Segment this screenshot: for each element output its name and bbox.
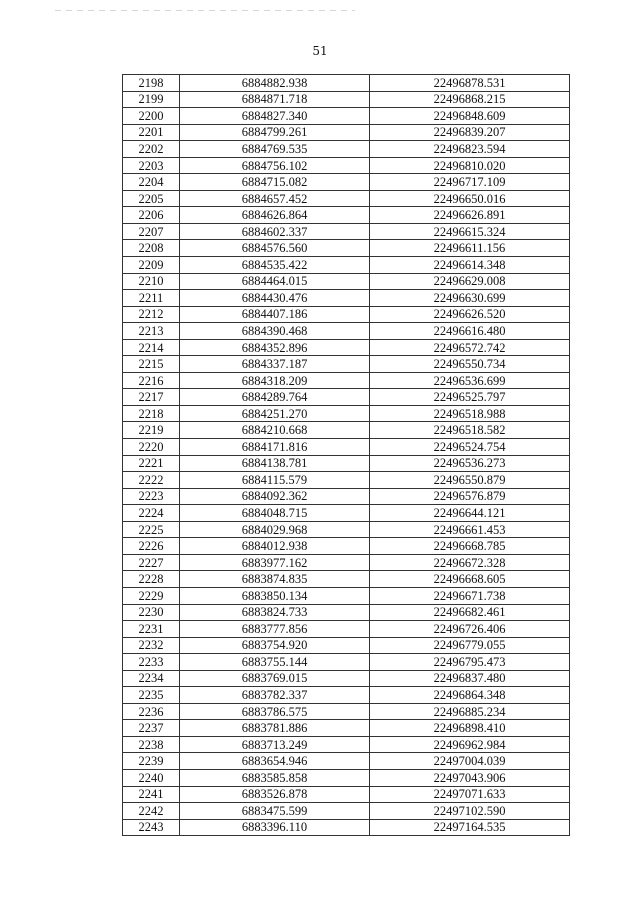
point-number-cell: 2209 (123, 257, 180, 274)
table-row (123, 124, 570, 141)
point-number-cell: 2220 (123, 439, 180, 456)
table-row (123, 587, 570, 604)
x-coordinate-cell: 6884251.270 (180, 405, 370, 422)
y-coordinate-cell: 22496614.348 (370, 257, 570, 274)
y-coordinate-cell: 22496616.480 (370, 323, 570, 340)
table-row (123, 257, 570, 274)
y-coordinate-cell: 22496726.406 (370, 621, 570, 638)
y-coordinate-cell: 22496898.410 (370, 720, 570, 737)
point-number-cell: 2233 (123, 654, 180, 671)
x-coordinate-cell: 6884657.452 (180, 190, 370, 207)
x-coordinate-cell: 6884352.896 (180, 339, 370, 356)
point-number-cell: 2229 (123, 587, 180, 604)
y-coordinate-cell: 22496668.785 (370, 538, 570, 555)
table-row (123, 207, 570, 224)
x-coordinate-cell: 6884799.261 (180, 124, 370, 141)
point-number-cell: 2202 (123, 141, 180, 158)
point-number-cell: 2200 (123, 108, 180, 125)
table-row (123, 91, 570, 108)
x-coordinate-cell: 6884715.082 (180, 174, 370, 191)
point-number-cell: 2203 (123, 157, 180, 174)
point-number-cell: 2208 (123, 240, 180, 257)
table-row (123, 223, 570, 240)
table-row (123, 356, 570, 373)
point-number-cell: 2214 (123, 339, 180, 356)
point-number-cell: 2228 (123, 571, 180, 588)
point-number-cell: 2235 (123, 687, 180, 704)
point-number-cell: 2232 (123, 637, 180, 654)
table-row (123, 108, 570, 125)
x-coordinate-cell: 6883781.886 (180, 720, 370, 737)
point-number-cell: 2227 (123, 554, 180, 571)
y-coordinate-cell: 22496550.734 (370, 356, 570, 373)
point-number-cell: 2226 (123, 538, 180, 555)
x-coordinate-cell: 6883977.162 (180, 554, 370, 571)
coordinates-table (122, 74, 570, 836)
point-number-cell: 2241 (123, 786, 180, 803)
x-coordinate-cell: 6883754.920 (180, 637, 370, 654)
x-coordinate-cell: 6884430.476 (180, 290, 370, 307)
point-number-cell: 2224 (123, 505, 180, 522)
x-coordinate-cell: 6884464.015 (180, 273, 370, 290)
y-coordinate-cell: 22496823.594 (370, 141, 570, 158)
y-coordinate-cell: 22496525.797 (370, 389, 570, 406)
point-number-cell: 2223 (123, 488, 180, 505)
table-row (123, 455, 570, 472)
table-row (123, 306, 570, 323)
scan-artifact-line (55, 10, 355, 11)
table-row (123, 439, 570, 456)
y-coordinate-cell: 22496650.016 (370, 190, 570, 207)
y-coordinate-cell: 22496672.328 (370, 554, 570, 571)
table-row (123, 571, 570, 588)
table-row (123, 372, 570, 389)
point-number-cell: 2199 (123, 91, 180, 108)
x-coordinate-cell: 6884756.102 (180, 157, 370, 174)
x-coordinate-cell: 6884012.938 (180, 538, 370, 555)
y-coordinate-cell: 22496810.020 (370, 157, 570, 174)
table-row (123, 769, 570, 786)
y-coordinate-cell: 22496671.738 (370, 587, 570, 604)
x-coordinate-cell: 6884602.337 (180, 223, 370, 240)
point-number-cell: 2243 (123, 819, 180, 836)
point-number-cell: 2234 (123, 670, 180, 687)
table-row (123, 604, 570, 621)
x-coordinate-cell: 6883713.249 (180, 736, 370, 753)
table-row (123, 786, 570, 803)
table-row (123, 720, 570, 737)
y-coordinate-cell: 22496868.215 (370, 91, 570, 108)
x-coordinate-cell: 6884048.715 (180, 505, 370, 522)
y-coordinate-cell: 22496795.473 (370, 654, 570, 671)
table-row (123, 323, 570, 340)
x-coordinate-cell: 6883777.856 (180, 621, 370, 638)
x-coordinate-cell: 6884337.187 (180, 356, 370, 373)
x-coordinate-cell: 6884210.668 (180, 422, 370, 439)
point-number-cell: 2205 (123, 190, 180, 207)
point-number-cell: 2239 (123, 753, 180, 770)
point-number-cell: 2237 (123, 720, 180, 737)
x-coordinate-cell: 6884138.781 (180, 455, 370, 472)
x-coordinate-cell: 6883782.337 (180, 687, 370, 704)
x-coordinate-cell: 6883526.878 (180, 786, 370, 803)
table-row (123, 753, 570, 770)
point-number-cell: 2206 (123, 207, 180, 224)
y-coordinate-cell: 22496717.109 (370, 174, 570, 191)
point-number-cell: 2238 (123, 736, 180, 753)
table-row (123, 174, 570, 191)
point-number-cell: 2198 (123, 75, 180, 92)
y-coordinate-cell: 22496629.008 (370, 273, 570, 290)
y-coordinate-cell: 22496550.879 (370, 472, 570, 489)
page-number: 51 (312, 44, 328, 58)
x-coordinate-cell: 6884318.209 (180, 372, 370, 389)
x-coordinate-cell: 6884769.535 (180, 141, 370, 158)
y-coordinate-cell: 22496615.324 (370, 223, 570, 240)
y-coordinate-cell: 22496536.273 (370, 455, 570, 472)
y-coordinate-cell: 22496644.121 (370, 505, 570, 522)
point-number-cell: 2211 (123, 290, 180, 307)
point-number-cell: 2212 (123, 306, 180, 323)
table-row (123, 141, 570, 158)
y-coordinate-cell: 22497043.906 (370, 769, 570, 786)
y-coordinate-cell: 22496630.699 (370, 290, 570, 307)
table-row (123, 736, 570, 753)
table-row (123, 703, 570, 720)
table-row (123, 422, 570, 439)
y-coordinate-cell: 22496524.754 (370, 439, 570, 456)
y-coordinate-cell: 22496626.891 (370, 207, 570, 224)
x-coordinate-cell: 6884871.718 (180, 91, 370, 108)
x-coordinate-cell: 6884029.968 (180, 521, 370, 538)
x-coordinate-cell: 6884092.362 (180, 488, 370, 505)
table-row (123, 803, 570, 820)
point-number-cell: 2225 (123, 521, 180, 538)
x-coordinate-cell: 6883755.144 (180, 654, 370, 671)
y-coordinate-cell: 22496779.055 (370, 637, 570, 654)
table-row (123, 654, 570, 671)
point-number-cell: 2201 (123, 124, 180, 141)
point-number-cell: 2207 (123, 223, 180, 240)
table-row (123, 405, 570, 422)
point-number-cell: 2236 (123, 703, 180, 720)
y-coordinate-cell: 22497164.535 (370, 819, 570, 836)
y-coordinate-cell: 22496848.609 (370, 108, 570, 125)
point-number-cell: 2217 (123, 389, 180, 406)
table-row (123, 290, 570, 307)
y-coordinate-cell: 22496576.879 (370, 488, 570, 505)
y-coordinate-cell: 22497071.633 (370, 786, 570, 803)
point-number-cell: 2231 (123, 621, 180, 638)
table-row (123, 505, 570, 522)
y-coordinate-cell: 22496837.480 (370, 670, 570, 687)
table-row (123, 637, 570, 654)
y-coordinate-cell: 22496839.207 (370, 124, 570, 141)
table-row (123, 240, 570, 257)
y-coordinate-cell: 22496885.234 (370, 703, 570, 720)
y-coordinate-cell: 22496962.984 (370, 736, 570, 753)
x-coordinate-cell: 6884882.938 (180, 75, 370, 92)
table-row (123, 488, 570, 505)
y-coordinate-cell: 22496572.742 (370, 339, 570, 356)
y-coordinate-cell: 22496518.582 (370, 422, 570, 439)
point-number-cell: 2215 (123, 356, 180, 373)
table-row (123, 670, 570, 687)
y-coordinate-cell: 22497004.039 (370, 753, 570, 770)
x-coordinate-cell: 6883769.015 (180, 670, 370, 687)
x-coordinate-cell: 6884171.816 (180, 439, 370, 456)
point-number-cell: 2219 (123, 422, 180, 439)
x-coordinate-cell: 6883475.599 (180, 803, 370, 820)
y-coordinate-cell: 22496682.461 (370, 604, 570, 621)
x-coordinate-cell: 6884626.864 (180, 207, 370, 224)
table-row (123, 472, 570, 489)
x-coordinate-cell: 6884827.340 (180, 108, 370, 125)
point-number-cell: 2204 (123, 174, 180, 191)
y-coordinate-cell: 22496661.453 (370, 521, 570, 538)
table-row (123, 521, 570, 538)
x-coordinate-cell: 6883396.110 (180, 819, 370, 836)
point-number-cell: 2242 (123, 803, 180, 820)
table-row (123, 157, 570, 174)
x-coordinate-cell: 6884535.422 (180, 257, 370, 274)
x-coordinate-cell: 6884115.579 (180, 472, 370, 489)
y-coordinate-cell: 22496878.531 (370, 75, 570, 92)
coordinates-table-body (123, 75, 570, 836)
table-row (123, 389, 570, 406)
table-row (123, 75, 570, 92)
table-row (123, 538, 570, 555)
y-coordinate-cell: 22496611.156 (370, 240, 570, 257)
table-row (123, 819, 570, 836)
point-number-cell: 2221 (123, 455, 180, 472)
x-coordinate-cell: 6883786.575 (180, 703, 370, 720)
y-coordinate-cell: 22496864.348 (370, 687, 570, 704)
table-row (123, 621, 570, 638)
point-number-cell: 2210 (123, 273, 180, 290)
x-coordinate-cell: 6884390.468 (180, 323, 370, 340)
x-coordinate-cell: 6884407.186 (180, 306, 370, 323)
point-number-cell: 2218 (123, 405, 180, 422)
x-coordinate-cell: 6883585.858 (180, 769, 370, 786)
x-coordinate-cell: 6883654.946 (180, 753, 370, 770)
table-row (123, 190, 570, 207)
y-coordinate-cell: 22496626.520 (370, 306, 570, 323)
point-number-cell: 2222 (123, 472, 180, 489)
x-coordinate-cell: 6883824.733 (180, 604, 370, 621)
x-coordinate-cell: 6884289.764 (180, 389, 370, 406)
point-number-cell: 2213 (123, 323, 180, 340)
table-row (123, 554, 570, 571)
point-number-cell: 2230 (123, 604, 180, 621)
point-number-cell: 2216 (123, 372, 180, 389)
x-coordinate-cell: 6884576.560 (180, 240, 370, 257)
y-coordinate-cell: 22496668.605 (370, 571, 570, 588)
table-row (123, 273, 570, 290)
table-row (123, 687, 570, 704)
point-number-cell: 2240 (123, 769, 180, 786)
table-row (123, 339, 570, 356)
x-coordinate-cell: 6883874.835 (180, 571, 370, 588)
y-coordinate-cell: 22496536.699 (370, 372, 570, 389)
y-coordinate-cell: 22496518.988 (370, 405, 570, 422)
x-coordinate-cell: 6883850.134 (180, 587, 370, 604)
y-coordinate-cell: 22497102.590 (370, 803, 570, 820)
